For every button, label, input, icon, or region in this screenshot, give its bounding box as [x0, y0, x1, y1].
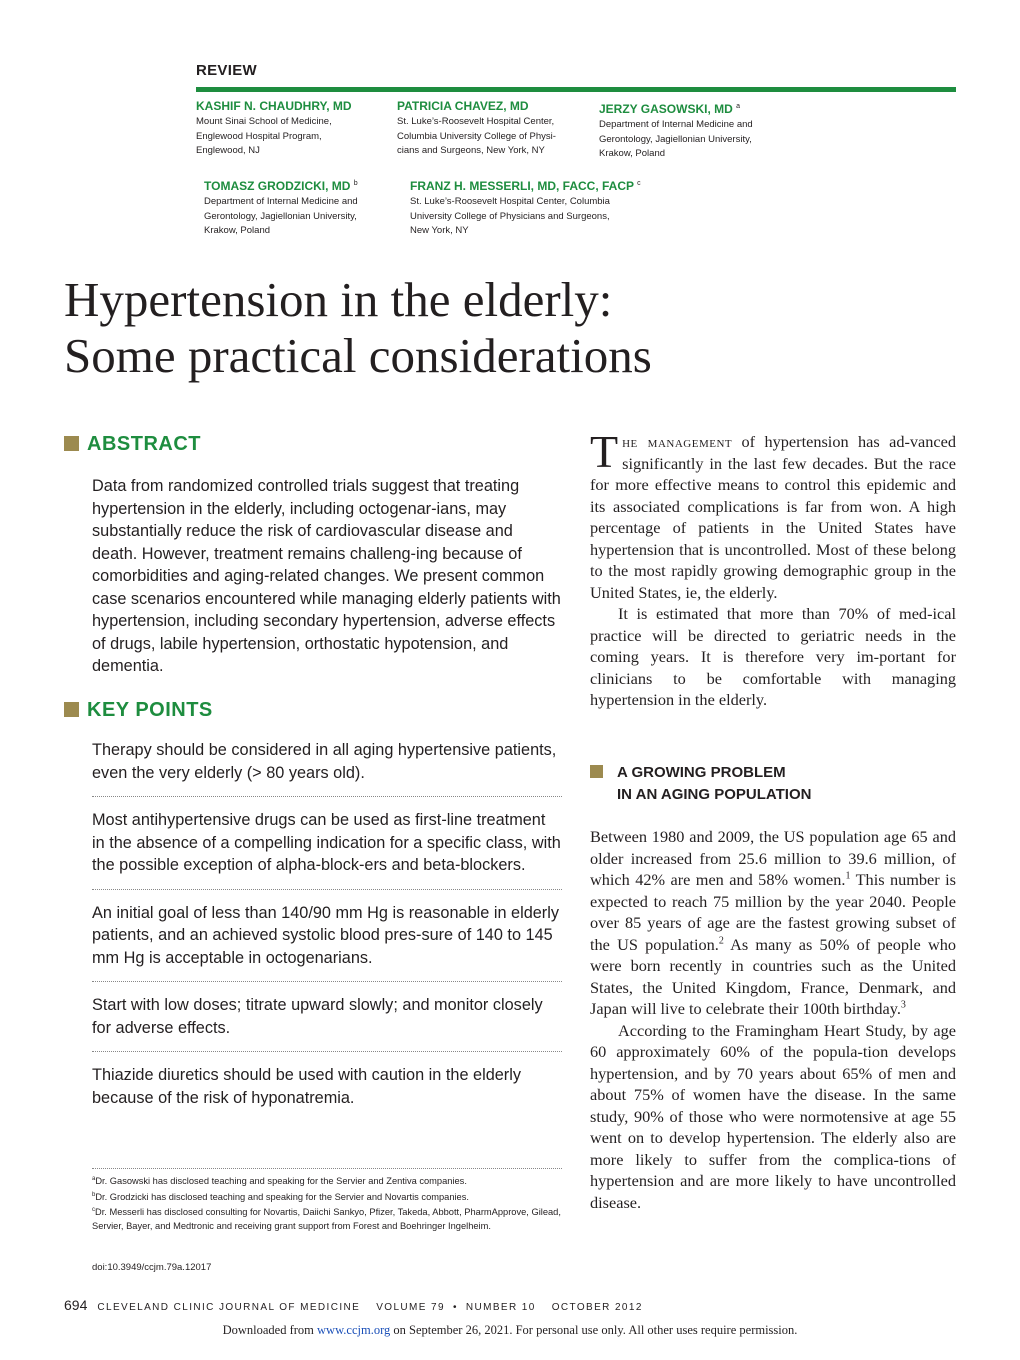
volume: VOLUME 79 [376, 1302, 445, 1313]
page-footer [64, 1297, 643, 1313]
key-point: Therapy should be considered in all aging hypertensive patients, even the very elderly (> 80 years old). [92, 739, 562, 797]
author-name: KASHIF N. CHAUDHRY, MD [196, 99, 352, 113]
footnote-mark: b [92, 1191, 96, 1198]
growing-paragraph-1 [590, 826, 956, 1020]
key-point: Most antihypertensive drugs can be used as first-line treatment in the absence of a compelling indication for a specific class, with the possible exception of alpha-block-ers and beta-blockers. [92, 809, 562, 890]
intro-smallcaps: he management [622, 432, 733, 451]
square-bullet-icon [64, 702, 79, 717]
growing-problem-body [590, 826, 956, 1213]
section-label: REVIEW [196, 62, 257, 79]
download-suffix: on September 26, 2021. For personal use only. All other uses require permission. [390, 1323, 798, 1337]
article-title [64, 272, 652, 384]
growing-heading-line-2: IN AN AGING POPULATION [617, 786, 812, 803]
author-affiliation: Department of Internal Medicine and Gerontology, Jagiellonian University, Krakow, Poland [599, 119, 753, 159]
page-number: 694 [64, 1297, 88, 1313]
author-affiliation: Department of Internal Medicine and Gerontology, Jagiellonian University, Krakow, Poland [204, 196, 358, 236]
author-affiliation: St. Luke’s-Roosevelt Hospital Center, Columbia University College of Physi- cians and Surgeons, New York, NY [397, 116, 556, 156]
reference-3[interactable]: 3 [900, 999, 906, 1011]
growing-paragraph-2: According to the Framingham Heart Study, by age 60 approximately 60% of the popula-tion develops hypertension, and by 70 years about 65% of men and about 75% of women have the disease. In the same study, 90% of those who were normotensive at age 55 went on to develop hypertension. The elderly also are more likely to suffer from the complica-tions of hypertension and are more likely to have uncontrolled disease. [590, 1020, 956, 1212]
header-rule [196, 87, 956, 92]
key-point: An initial goal of less than 140/90 mm Hg is reasonable in elderly patients, and an achieved systolic blood pres-sure of 140 to 145 mm Hg is acceptable in octogenarians. [92, 902, 562, 983]
author-name: FRANZ H. MESSERLI, MD, FACC, FACP [410, 179, 634, 193]
bullet-separator: • [452, 1302, 458, 1313]
author-sup: c [637, 180, 641, 187]
key-point: Start with low doses; titrate upward slowly; and monitor closely for adverse effects. [92, 994, 562, 1052]
author-affiliation: St. Luke’s-Roosevelt Hospital Center, Columbia University College of Physicians and Surgeons, New York, NY [410, 196, 610, 236]
intro-paragraph-1 [590, 426, 957, 603]
footnote [92, 1173, 562, 1189]
author-name: TOMASZ GRODZICKI, MD [204, 179, 351, 193]
issue-date: OCTOBER 2012 [551, 1302, 643, 1313]
author-block [204, 176, 358, 239]
download-notice [0, 1323, 1020, 1338]
author-name: PATRICIA CHAVEZ, MD [397, 99, 529, 113]
intro-section [590, 426, 957, 711]
footnote-mark: a [92, 1176, 96, 1182]
footnote-text: Dr. Grodzicki has disclosed teaching and speaking for the Servier and Novartis companies. [95, 1191, 469, 1202]
author-sup: a [736, 103, 741, 110]
key-points-heading [64, 699, 213, 722]
key-points-heading-text: KEY POINTS [87, 699, 213, 721]
abstract-body: Data from randomized controlled trials suggest that treating hypertension in the elderly, including octogenar-ians, may substantially reduce the risk of cardiovascular disease and death. However, treatment remains challeng-ing because of comorbidities and aging-related changes. We present common case scenarios encountered while managing elderly patients with hypertension, including secondary hypertension, adverse effects of drugs, labile hypertension, orthostatic hypotension, and dementia. [92, 477, 561, 675]
author-sup: b [353, 180, 358, 187]
footnote-text: Dr. Gasowski has disclosed teaching and speaking for the Servier and Zentiva companies. [95, 1176, 467, 1187]
footnote [92, 1204, 562, 1233]
ccjm-link[interactable]: www.ccjm.org [317, 1323, 391, 1337]
author-block [196, 99, 352, 159]
growing-text-c: As many as 50% of people who were born recently in countries such as the United States, the United Kingdom, France, Denmark, and Japan will live to celebrate their 100th birthday. [590, 934, 957, 1018]
journal-name: CLEVELAND CLINIC JOURNAL OF MEDICINE [97, 1302, 361, 1313]
doi[interactable]: doi:10.3949/ccjm.79a.12017 [92, 1262, 212, 1273]
footnote [92, 1189, 562, 1205]
growing-text-b: This number is expected to reach 75 million by the year 2040. People over 85 years of age are the fastest growing subset of the US population. [590, 870, 956, 954]
author-affiliation: Mount Sinai School of Medicine, Englewood Hospital Program, Englewood, NJ [196, 116, 332, 156]
reference-2[interactable]: 2 [718, 935, 724, 947]
key-point: Thiazide diuretics should be used with caution in the elderly because of the risk of hyponatremia. [92, 1066, 521, 1107]
download-prefix: Downloaded from [222, 1323, 318, 1337]
square-bullet-icon [590, 765, 603, 778]
key-points-list [92, 739, 562, 1133]
title-line-2: Some practical considerations [64, 328, 652, 383]
intro-paragraph-2: It is estimated that more than 70% of med-ical practice will be directed to geriatric needs in the coming years. It is therefore very im-portant for clinicians to be comfortable with managing hypertension in the elderly. [590, 604, 956, 709]
footnotes [92, 1168, 562, 1233]
square-bullet-icon [64, 436, 79, 451]
intro-text: of hypertension has ad-vanced significantly in the last few decades. But the race for more effective means to control this epidemic and its associated complications is far from won. A high percentage of patients in the United States have hypertension that is uncontrolled. Most of these belong to the most rapidly growing demographic group in the United States, ie, the elderly. [590, 432, 957, 602]
growing-text-a: Between 1980 and 2009, the US population age 65 and older increased from 25.6 million to 39.6 million, of which 42% are men and 58% women. [590, 827, 956, 889]
footnote-mark: c [92, 1207, 95, 1214]
footnote-text: Dr. Messerli has disclosed consulting for Novartis, Daiichi Sankyo, Pfizer, Takeda, Abbott, PharmApprove, Gilead, Servier, Bayer, and Medtronic and receiving grant support from Forest and Boehringer Ingelheim. [92, 1207, 561, 1231]
title-line-1: Hypertension in the elderly: [64, 272, 613, 327]
drop-cap: T [590, 426, 619, 477]
issue-number: NUMBER 10 [465, 1302, 536, 1313]
reference-1[interactable]: 1 [845, 870, 851, 882]
author-block [410, 176, 641, 239]
abstract-heading [64, 433, 201, 456]
author-name: JERZY GASOWSKI, MD [599, 102, 733, 116]
abstract-heading-text: ABSTRACT [87, 433, 201, 455]
growing-problem-heading [590, 762, 811, 806]
author-block [599, 99, 753, 162]
author-block [397, 99, 556, 159]
growing-heading-line-1: A GROWING PROBLEM [617, 764, 786, 781]
